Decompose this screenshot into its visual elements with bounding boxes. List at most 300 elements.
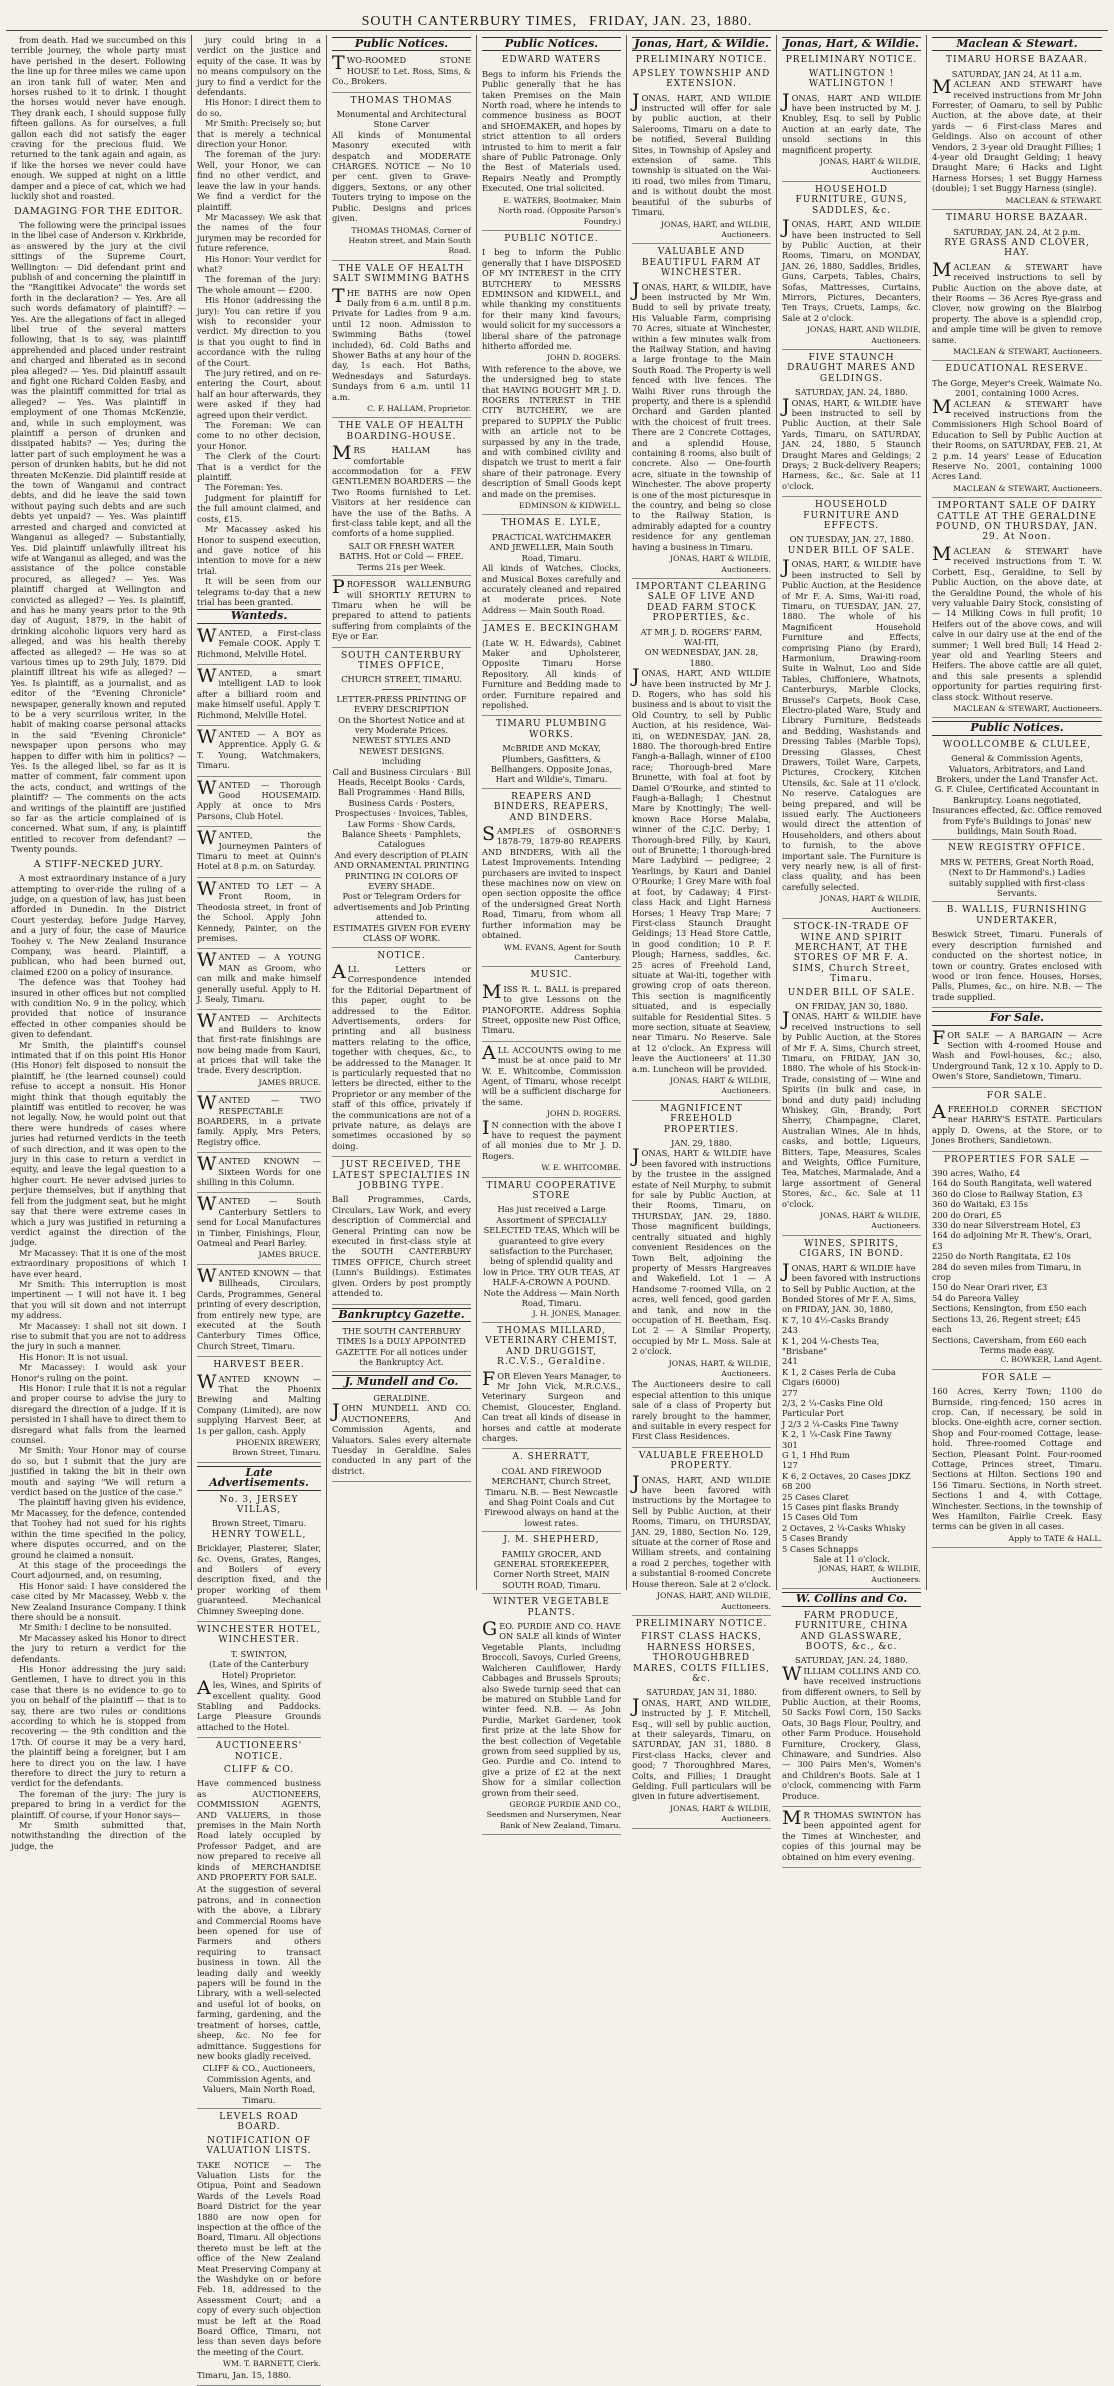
list-item: 390 acres, Waiho, £4 bbox=[932, 1168, 1021, 1178]
section-banner-public-notices: Public Notices. bbox=[932, 721, 1102, 735]
list-item: 15 Cases Old Tom bbox=[782, 1512, 858, 1523]
classified-ad bbox=[197, 827, 321, 878]
classified-ad bbox=[482, 1597, 621, 1835]
ad-text: WANTED TO LET — A Front Room, in Theodosia street, in front of the School. Apply John Kennedy, Painter, on the premises. bbox=[197, 877, 321, 943]
list-item: 360 do Close to Railway Station, £3 bbox=[932, 1188, 1083, 1199]
ad-text: MRS W. PETERS, Great North Road, (Next to Dr Hammond's.) Ladies suitably supplied with first-class Servants. bbox=[940, 856, 1094, 899]
ad-heading: HOUSEHOLD FURNITURE AND EFFECTS. bbox=[803, 500, 900, 532]
ad-text: JAN. 29, 1880. bbox=[671, 1138, 732, 1149]
classified-ad bbox=[197, 1360, 321, 1463]
ad-text: Terms 21s per Week. bbox=[357, 561, 446, 572]
classified-ad bbox=[482, 1326, 621, 1449]
ad-heading: NOTIFICATION OF VALUATION LISTS. bbox=[206, 2135, 312, 2157]
list-item: Sections 13, 26, Regent street; £45 each bbox=[932, 1313, 1081, 1335]
classified-ad bbox=[197, 726, 321, 777]
classified-ad bbox=[197, 664, 321, 726]
ad-text: MRS HALLAM has comfortable accommodation for a FEW GENTLEMEN BOARDERS — the Two Rooms furnished to Let. Visitors at her residence can have the use of the Baths. A first-class table kept, and all the comforts of a home supplied. bbox=[332, 442, 471, 539]
ad-signature: JONAS, HART & WILDIE, Auctioneers. bbox=[669, 554, 771, 574]
ad-heading: RYE GRASS AND CLOVER, HAY. bbox=[944, 237, 1090, 259]
ad-heading: B. WALLIS, FURNISHING UNDERTAKER, bbox=[946, 905, 1088, 926]
list-item: 284 do seven miles from Timaru, in crop bbox=[932, 1261, 1082, 1283]
list-item: 127 bbox=[782, 1460, 798, 1471]
ad-text: THE SOUTH CANTERBURY TIMES Is a DULY APPOINTED GAZETTE For all notices under the Bankruptcy Act. bbox=[335, 1325, 468, 1368]
ad-text: WANTED, a smart intelligent LAD to look after a billiard room and make himself useful. Apply T. Richmond, Melville Hotel. bbox=[197, 664, 321, 720]
classified-ad bbox=[782, 1807, 921, 1868]
classified-ad bbox=[332, 951, 471, 1158]
ad-text: On the Shortest Notice and at very Moderate Prices. bbox=[338, 714, 465, 735]
article-paragraph: The plaintiff having given his evidence, Mr Macassey, for the defence, contended that Toohey had not sued for his rights within the time specified in the policy, where disputes occurred, and on the ground he claimed a nonsuit. bbox=[11, 1497, 186, 1560]
ad-signature: W. E. WHITCOMBE. bbox=[541, 1163, 621, 1173]
ad-signature: MACLEAN & STEWART, Auctioneers. bbox=[953, 703, 1102, 713]
ad-text: ON FRIDAY, JAN 30, 1880. bbox=[795, 1000, 908, 1011]
ad-heading: PRELIMINARY NOTICE. bbox=[635, 1618, 768, 1629]
ad-text: (Late W. H. Edwards), Cabinet Maker and Upholsterer, Opposite Timaru Horse Repository. All kinds of Furniture and Bedding made to order. Furniture repaired and repolished. bbox=[482, 637, 621, 710]
ad-heading: WINCHESTER HOTEL, WINCHESTER. bbox=[197, 1625, 321, 1646]
list-item: 2 Octaves, 2 ¼-Casks Whisky bbox=[782, 1522, 906, 1533]
ad-date: Timaru, Jan. 15, 1880. bbox=[197, 2369, 292, 2380]
section-banner-public-notices: Public Notices. bbox=[482, 37, 621, 51]
ad-text: General & Commission Agents, Valuators, Arbitrators, and Land Brokers, under the Land Transfer Act. G. F. Clulee, Certificated Accountant in Bankruptcy. Loans negotiated, Insurances effected, &c. Office removed from Fyfe's Buildings to Jonas' new buildings, Main South Road. bbox=[932, 753, 1102, 837]
ad-heading: REAPERS AND BINDERS, REAPERS, AND BINDERS. bbox=[493, 791, 610, 823]
ad-heading: HOUSEHOLD FURNITURE, GUNS, SADDLES, &c. bbox=[795, 184, 908, 216]
ad-text: IN connection with the above I have to request the payment of all monies due to Mr J. D. Rogers. bbox=[482, 1116, 621, 1161]
column-7 bbox=[927, 35, 1107, 1590]
classified-ad bbox=[782, 500, 921, 919]
classified-ad bbox=[197, 949, 321, 1010]
article-paragraph: At this stage of the proceedings the Court adjourned, and, on resuming, bbox=[11, 1559, 186, 1581]
ad-text: GEO. PURDIE AND CO. HAVE ON SALE all kinds of Winter Vegetable Plants, including Broccoli, Savoys, Curled Greens, Walcheren Cauliflower, Hardy Cabbages and Brussels Sprouts; also Swede turnip seed that can be matured on Stubble Land for winter feed. N.B. — As John Purdie, Market Gardener, took first prize at the late Show for the best collection of Vegetable grown from seed supplied by us, Geo. Purdie and Co. intend to give a prize of £2 at the next Show for a similar collection grown from their seed. bbox=[482, 1618, 621, 1798]
ad-heading: FIRST CLASS HACKS, HARNESS HORSES, THOROUGHBRED MARES, COLTS FILLIES, &c. bbox=[633, 1632, 770, 1684]
ad-text: ON WEDNESDAY, JAN. 28, 1880. bbox=[644, 647, 759, 668]
ad-text: JONAS, HART, & WILDIE have been instructed to sell by Public Auction, at their Sale Yards, Timaru, on SATURDAY, JAN. 24, 1880, 5 Staunch Draught Mares and Geldings; 2 Drays; 2 Buck-delivery Reapers; Harness, &c., &c. Sale at 11 o'clock. bbox=[782, 394, 921, 491]
ad-text: Sale at 11 o'clock. bbox=[813, 1554, 890, 1565]
article-paragraph: Mr Macassey: I shall not sit down. I rise to submit that you are not to address the jury in such a manner. bbox=[11, 1320, 186, 1352]
list-item: 330 do near Silverstream Hotel, £3 bbox=[932, 1220, 1081, 1231]
ad-text: Has just received a Large Assortment of SPECIALLY SELECTED TEAS, Which will be guaranteed to give every satisfaction to the Purchaser, being of splendid quality and low in Price. TRY OUR TEAS, AT HALF-A-CROWN A POUND. Note the Address — Main North Road, Timaru. bbox=[483, 1204, 620, 1309]
ad-signature: Brown Street, Timaru. bbox=[232, 1448, 321, 1458]
ad-text: ON TUESDAY, JAN. 27, 1880. bbox=[789, 534, 914, 545]
ad-heading: CLIFF & CO. bbox=[223, 1764, 295, 1775]
column-5 bbox=[627, 35, 777, 1824]
classified-ad bbox=[932, 740, 1102, 841]
ad-heading: PUBLIC NOTICE. bbox=[504, 233, 599, 244]
list-item: 5 Cases Schnapps bbox=[782, 1543, 859, 1554]
list-item: J 2/3 2 ¼-Casks Fine Tawny bbox=[782, 1418, 899, 1429]
article-paragraph: The foreman of the jury: The whole amount — £200. bbox=[197, 274, 321, 295]
classified-ad bbox=[782, 1239, 921, 1589]
ad-text: JONAS, HART, AND WILDIE have been instructed by Mr J. D. Rogers, who has sold his business and is about to visit the Old Country, to sell by Public Auction, at his residence, Wai-iti, on WEDNESDAY, JAN. 28, 1880. The thorough-bred Entire Fangh-a-Ballagh, winner of £100 race; Thorough-bred Mare Brunette, with foal at foot by Daniel O'Rourke, and stinted to Faugh-a-Ballagh; 1 Chestnut Mare by Knottingly; The well-known Race Horse Malaba, winner of the C.J.C. Derby; 1 Thorough-bred Filly, by Kauri, out of Brunette; 1 thorough-bred Mare Ladybird — pedigree; 2 Yearlings, by Kauri and Daniel O'Rourke; 1 Grey Mare with foal at foot, by Cadaway; 4 First-class Hack and Light Harness Horses; 1 Heavy Trap Mare; 7 First-class Staunch Draught Geldings; 13 Head Store Cattle, in good condition; 10 P. F. Plough; Harness, saddles, &c. 25 acres of Freehold Land, situate at Wai-iti, together with growing crop of oats thereon. This section is magnificently situated, and is especially suitable for Residential Sites. 5 more section, situate at Seaview, near Timaru. No Reserve. Sale at 12 o'clock. An Express will leave the Auctioneers' at 11.30 a.m. Luncheon will be provided. bbox=[632, 665, 771, 1074]
article-paragraph: Mr Smith: This interruption is most impertinent — I will not have it. I beg that you will sit down and not interrupt my address. bbox=[11, 1278, 186, 1321]
ad-heading: FARM PRODUCE, FURNITURE, CHINA AND GLASSWARE, BOOTS, &c., &c. bbox=[794, 1610, 909, 1652]
ad-text: JONAS, HART, AND WILDIE have been favored with instructions by the Mortagee to Sell by Public Auction, at their Rooms, Timaru, on THURSDAY, JAN. 29, 1880, Section No. 129, situate at the corner of Rose and William streets, and containing a road 2 perches, together with a substantial 8-roomed Concrete House thereon. Sale at 2 o'clock. bbox=[632, 1471, 772, 1589]
ad-text: Bricklayer, Plasterer, Slater, &c. Ovens, Grates, Ranges, and Boilers of every description fixed, and the proper working of them guaranteed. Mechanical Chimney Sweeping done. bbox=[197, 1543, 321, 1616]
column-2 bbox=[192, 35, 327, 2380]
ad-heading: AUCTIONEERS' NOTICE. bbox=[215, 1741, 303, 1762]
list-item: 164 do adjoining Mr R. Thew's, Orari, £3 bbox=[932, 1230, 1092, 1251]
section-banner-collins: W. Collins and Co. bbox=[782, 1592, 921, 1606]
ad-text: Call and Business Circulars · Bill Heads, Receipt Books · Cards, Ball Programmes · Hand Bills, Business Cards · Posters, Prospectuses · Invoices, Tables, Law Forms · Show Cards, Balance Sheets · Pamphlets, Catalogues bbox=[332, 766, 471, 850]
ad-heading: VALUABLE FREEHOLD PROPERTY. bbox=[638, 1450, 765, 1472]
article-paragraph: The Foreman: We can come to no other decision, your Honor. bbox=[197, 420, 321, 451]
article-paragraph: A most extraordinary instance of a jury attempting to over-ride the ruling of a judge, on a question of law, has just been afforded in Dunedin. In the District Court yesterday, before Judge Harvey, and a jury of four, the case of Maurice Toohey v. The New Zealand Insurance Company, was heard. Plaintiff, a publican, who had been burned out, claimed £200 on a policy of insurance. bbox=[11, 873, 186, 977]
ad-text: SALT OR FRESH WATER BATHS. Hot or Cold — FREE. bbox=[339, 540, 464, 562]
ad-heading: THOMAS E. LYLE, bbox=[501, 518, 602, 529]
ad-text: SATURDAY, JAN. 24, At 2 p.m. bbox=[953, 226, 1081, 237]
list-item: G 1, 1 Hhd Rum bbox=[782, 1450, 850, 1460]
article-paragraph: Mr Smith: Precisely so; but that is merely a technical direction your Honor. bbox=[197, 118, 321, 150]
ad-text: AT MR J. D. ROGERS' FARM, WAI-ITI, bbox=[640, 626, 763, 647]
ad-text: JONAS, HART, AND WILDIE, instructed by J. F. Mitchell, Esq., will sell by public auction, at their saleyards, Timaru, on SATURDAY, JAN 31, 1880. 8 First-class Hacks, clever and good; 7 Thoroughbred Mares, Colts, and Fillies; 1 Draught Gelding. Full particulars will be given in future advertisement. bbox=[632, 1694, 771, 1802]
ad-text: JONAS, HART, & WILDIE, have been instructed by Mr Wm. Budd to sell by private treaty, His Valuable Farm, comprising 70 Acres, situate at Winchester, within a few minutes walk from the Railway Station, and having a large frontage to the Main South Road. The Property is well fenced with live fences. The Waihi River runs through the property, and there is a splendid Orchard and Garden planted with the choicest of fruit trees. There are 2 Concrete Cottages, and a splendid House, containing 8 rooms, also built of concrete. Also — One-fourth acre, situate in the township of Winchester. The above property is one of the most picturesque in the country, and being so close to the Railway Station, is admirably adapted for a country residence for any gentleman having a business in Timaru. bbox=[632, 278, 771, 552]
ad-text: Ales, Wines, and Spirits of excellent quality. Good Stabling and Paddocks. Large Pleasure Grounds attached to the Hotel. bbox=[197, 1677, 321, 1732]
ad-heading: THOMAS THOMAS bbox=[350, 95, 453, 106]
ad-text: PRACTICAL WATCHMAKER AND JEWELLER, Main South Road, Timaru. bbox=[489, 531, 614, 563]
ad-text: ESTIMATES GIVEN FOR EVERY CLASS OF WORK. bbox=[332, 922, 471, 944]
ad-heading: FOR SALE — bbox=[981, 1372, 1053, 1383]
section-banner-jonas-hart-wildie: Jonas, Hart, & Wildie. bbox=[632, 37, 771, 51]
section-banner-public-notices: Public Notices. bbox=[332, 37, 471, 51]
ad-text: FOR Eleven Years Manager, to Mr John Vick, M.R.C.V.S., Veterinary Surgeon and Chemist, Gloucester, England. Can treat all kinds of disease in horses and cattle at moderate charges. bbox=[482, 1367, 621, 1443]
list-item: 5 Cases Brandy bbox=[782, 1533, 848, 1544]
ad-heading: J. M. SHEPHERD, bbox=[503, 1535, 600, 1546]
article-paragraph: Mr Smith: I decline to be nonsuited. bbox=[19, 1622, 172, 1633]
ad-heading: MUSIC. bbox=[530, 970, 573, 981]
ad-text: SATURDAY, JAN 24, At 11 a.m. bbox=[951, 68, 1083, 79]
list-item: 360 do Waitaki, £3 15s bbox=[932, 1199, 1029, 1210]
ad-text: All kinds of Monumental Masonry executed with despatch and MODERATE CHARGES. NOTICE — No 10 per cent. given to Grave-diggers, Sextons, or any other Touters trying to impose on the Public. Designs and prices given. bbox=[332, 129, 471, 224]
ad-heading: FIVE STAUNCH DRAUGHT MARES AND GELDINGS. bbox=[787, 352, 916, 384]
section-banner-wanteds: Wanteds. bbox=[197, 609, 321, 623]
ad-heading: THOMAS MILLARD, VETERINARY CHEMIST, AND DRUGGIST, R.C.V.S., Geraldine. bbox=[485, 1325, 618, 1368]
classified-ad bbox=[197, 877, 321, 949]
article-paragraph: His Honor: I rule that it is not a regular and proper course to advise the jury to disregard the direction of a judge. If it is persisted in I shall have to direct them to disregard what falls from the learned counsel. bbox=[11, 1383, 186, 1446]
classified-ad bbox=[632, 247, 771, 579]
ad-signature: JONAS, HART & WILDIE, Auctioneers. bbox=[669, 1076, 771, 1096]
classified-ad bbox=[482, 1041, 621, 1178]
ad-heading: WOOLLCOMBE & CLULEE, bbox=[942, 739, 1092, 750]
classified-ad bbox=[482, 624, 621, 716]
classified-ad bbox=[197, 1193, 321, 1264]
ad-text: Terms made easy. bbox=[979, 1344, 1055, 1355]
list-item: 164 do South Rangitata, well watered bbox=[932, 1178, 1092, 1189]
masthead-date: FRIDAY, JAN. 23, 1880. bbox=[589, 14, 753, 29]
list-item: K 1, 2 Cases Perla de Cuba Cigars (6000) bbox=[782, 1366, 896, 1388]
classified-ad bbox=[632, 55, 771, 244]
ad-text: WANTED KNOWN — that Billheads, Circulars, Cards, Programmes, General printing of every description, from entirely new type, are executed at the South Canterbury Times Office, Church Street, Timaru. bbox=[197, 1264, 321, 1351]
ad-signature: C. F. HALLAM, Proprietor. bbox=[367, 404, 471, 413]
article-paragraph: Judgment for plaintiff for the full amount claimed, and costs, £15. bbox=[197, 492, 321, 524]
ad-text: And every description of PLAIN AND ORNAMENTAL PRINTING bbox=[334, 849, 469, 871]
ad-text: JOHN MUNDELL AND CO. AUCTIONEERS, And Commission Agents, and Valuators. Sales every alternate Tuesday in Geraldine. Sales conducted in any part of the district. bbox=[332, 1400, 471, 1476]
list-item: 200 do Orari, £5 bbox=[932, 1209, 1002, 1220]
ad-text: T. SWINTON, bbox=[230, 1648, 288, 1659]
ad-heading: WINTER VEGETABLE PLANTS. bbox=[493, 1597, 610, 1618]
ad-text: JONAS, HART, AND WILDIE instructed will offer for sale by public auction, at their Salerooms, Timaru on a date to be notified, Several Building Sites, in Township of Apsley and extension of same. This township is situated on the Wai-iti road, two miles from Timaru, and is without doubt the most beautiful of the suburbs of Timaru. bbox=[632, 89, 771, 218]
article-paragraph: Mr Smith: Your Honor may of course do so, but I submit that the jury are justified in taking the bit in their own mouth and saying "We will return a verdict based on the justice of the case." bbox=[11, 1445, 186, 1498]
ad-text: MISS R. L. BALL is prepared to give Lessons on the PIANOFORTE. Address Sophia Street, opposite new Post Office, Timaru. bbox=[482, 980, 621, 1036]
classified-ad bbox=[782, 185, 921, 350]
article-paragraph: His Honor: It is not usual. bbox=[19, 1351, 129, 1362]
classified-ad bbox=[197, 776, 321, 828]
list-item: 243 bbox=[782, 1325, 798, 1336]
ad-text: CLIFF & CO., Auctioneers, Commission Agents, and Valuers, Main North Road, Timaru. bbox=[202, 2063, 316, 2105]
article-paragraph: Mr Macassey: I would ask your Honor's ruling on the point. bbox=[11, 1362, 186, 1383]
list-item: 54 do Pareora Valley bbox=[932, 1292, 1019, 1303]
ad-text: JONAS, HART AND WILDIE have been instructed by M. J. Knubley, Esq. to sell by Public Auction at an early date, The unsold sections in this magnificent property. bbox=[782, 89, 921, 155]
ad-signature: JOHN D. ROGERS. bbox=[546, 353, 621, 363]
classified-ad bbox=[332, 52, 471, 92]
ad-text: MACLEAN & STEWART have received instructions from the Commissioners High School Board of Education to Sell by Public Auction at their Rooms, on SATURDAY, FEB. 21, At 2 p.m. 14 years' Lease of Education Reserve No. 2001, containing 1000 Acres Land. bbox=[932, 395, 1102, 482]
ad-heading: FOR SALE. bbox=[986, 1090, 1048, 1101]
classified-ad bbox=[482, 970, 621, 1041]
ad-text: JONAS, HART, & WILDIE have been instructed to Sell by Public Auction, at the Residence of Mr F. A. Sims, Wai-iti road, Timaru, on TUESDAY, JAN. 27, 1880. The whole of his Magnificent Household Furniture and Effects, comprising Piano (by Erard), Harmonium, Drawing-room Suite in Walnut, Loo and Side Tables, Chiffoniere, Whatnots, Canterburys, Marble Clocks, Brussel's Carpets, Book Case, Electro-plated Ware, Study and Library Furniture, Bedsteads and Bedding, Washstands and Dressing Tables (Marble Tops), Dressing Glasses, Chest Drawers, Toilet Ware, Carpets, Pictures, Crockery, Kitchen Utensils, &c. Sale at 11 o'clock. No reserve. Catalogues are being prepared, and will be issued early. The Auctioneers would direct the attention of Householders, and others about to furnish, to the above important sale. The Furniture is very nearly new, is all of first-class quality, and has been carefully selected. bbox=[782, 556, 921, 892]
ad-signature: JONAS, HART, & WILDIE, Auctioneers. bbox=[818, 1564, 921, 1584]
article-headline: A STIFF-NECKED JURY. bbox=[33, 858, 164, 870]
ad-signature: MACLEAN & STEWART, Auctioneers. bbox=[953, 346, 1102, 356]
ad-text: Begs to inform his Friends the Public generally that he has taken Premises on the Main North road, where he intends to commence business as BOOT and SHOEMAKER, and hopes by strict attention to all orders intrusted to him to merit a fair share of Public Patronage. Only the Best of Materials used. Repairs Neatly and Promptly Executed. One trial solicited. bbox=[482, 68, 621, 194]
ad-text: All kinds of Watches, Clocks, and Musical Boxes carefully and accurately cleaned and repaired at moderate prices. Note Address — Main South Road. bbox=[482, 563, 621, 615]
article-paragraph: His Honor said: I have considered the case cited by Mr Macassey, Webb v. the New Zealand Insurance Company. I think there should be a nonsuit. bbox=[11, 1580, 186, 1622]
ad-heading: LEVELS ROAD BOARD. bbox=[219, 2111, 299, 2133]
ad-signature: JONAS, HART, & WILDIE, Auctioneers. bbox=[668, 1358, 771, 1378]
classified-ad bbox=[932, 213, 1102, 361]
article-paragraph: The following were the principal issues in the libel case of Anderson v. Kirkbride, as answered by the jury at the civil sittings of the Supreme Court, Wellington: — Did defendant print and publish of and concerning the plaintiff in the "Rangitikei Advocate" the words set forth in the declaration? — Yes. Are all such words defamatory of plaintiff? — Yes. Are the allegations of fact in alleged libel true of the several matters following, that is to say, was plaintiff apprehended and placed under restraint and charged and liberated as in second plea alleged? — Yes. Did plaintiff assault and fight one Richard Colden Easby, and was the plaintiff committed for trial as alleged? — Yes. Was plaintiff in employment of one Thomas McKenzie, and, while in such employment, was plaintiff a person of drunken and dissipated habits? — Yes; during the latter part of such employment he was a person of drunken habits, but he did not threaten McKenzie. Did plaintiff reside at the town of Wanganui and contract debts, and did he leave the said town without paying such debts and are such debts yet unpaid? — Yes. Was plaintiff arrested and charged and convicted at Wanganui as alleged? — Substantially, Yes. Did plaintiff unlawfully illtreat his wife at Wanganui as alleged, and was the assistance of the police constable procured, as alleged? — Yes. Was plaintiff charged at Wellington and convicted as alleged? — Yes. Is plaintiff, and has he many years prior to the 9th day of August, 1879, in the habit of drinking alcoholic liquors very hard as alleged, and was his health thereby affected as alleged? — He was so at various times up to 29th July, 1879. Did plaintiff illtreat his wife as alleged? — Yes. Is plaintiff, as a journalist, and as editor of the "Evening Chronicle" newspaper, generally known and reputed to be a very scurrilous writer, in the habit of making coarse personal attacks in the said "Evening Chronicle" newspaper upon persons who may happen to differ with him in politics? — Yes. Is the alleged libel, so far as it is matter of comment, fair comment upon the acts, conduct, and writings of the plaintiff? — The comments on the acts and writings of the plaintiff are justified so far as the article complained of is concerned. What sum, if any, is plaintiff entitled to recover from defendant? — Twenty pounds. bbox=[11, 219, 186, 855]
ad-signature: JONAS, HART & WILDIE, Auctioneers. bbox=[669, 1803, 771, 1824]
column-6 bbox=[777, 35, 927, 1862]
ad-heading: NOTICE. bbox=[377, 950, 426, 961]
ad-heading: HARVEST BEER. bbox=[213, 1360, 305, 1371]
section-banner-mundell: J. Mundell and Co. bbox=[332, 1375, 471, 1389]
ad-heading: WINES, SPIRITS, CIGARS, IN BOND. bbox=[799, 1238, 904, 1260]
ad-signature: JONAS, HART & WILDIE, Auctioneers. bbox=[819, 1211, 921, 1231]
classified-ad bbox=[482, 1181, 621, 1323]
ad-heading: No. 3, JERSEY VILLAS, bbox=[219, 1494, 299, 1515]
section-banner-for-sale: For Sale. bbox=[932, 1011, 1102, 1025]
ad-text: With reference to the above, we the undersigned beg to state that HAVING BOUGHT MR J. D. ROGERS INTEREST in THE CITY BUTCHERY, we are prepared to SUPPLY the Public with an article not to be surpassed by any in the trade, and with combined civility and dispatch we trust to merit a fair share of their patronage. Every description of Small Goods kept and made on the premises. bbox=[482, 363, 621, 499]
classified-ad bbox=[632, 1451, 771, 1616]
ad-text: THE BATHS are now Open Daily from 6 a.m. until 8 p.m. Private for Ladies from 9 a.m. until 12 noon. Admission to Swimming Baths (towel included), 6d. Cold Baths and Shower Baths at any hour of the day, 1s each. Hot Baths, Wednesdays and Saturdays. Sundays from 6 a.m. until 11 a.m. bbox=[332, 284, 471, 402]
ad-signature: GEORGE PURDIE AND CO., Seedsmen and Nurserymen, Near Bank of New Zealand, Timaru. bbox=[486, 1799, 621, 1830]
classified-ad bbox=[197, 1625, 321, 1738]
ad-signature: JAMES BRUCE. bbox=[258, 1250, 321, 1260]
ad-text: Beswick Street, Timaru. Funerals of every description furnished and conducted on the shortest notice, in town or country. Grates enclosed with wood or iron fence. Houses, Horses, Palls, Plumes, &c., on hire. N.B. — The trade supplied. bbox=[932, 929, 1102, 1002]
section-banner-late-ads: Late Advertisements. bbox=[197, 1466, 321, 1491]
ad-heading: TIMARU PLUMBING WORKS. bbox=[495, 719, 608, 740]
masthead bbox=[6, 4, 1108, 31]
ad-text: SAMPLES of OSBORNE'S 1878-79, 1879-80 REAPERS AND BINDERS, With all the Latest Improvements. Intending purchasers are invited to inspect these machines now on view on open section opposite the office of the undersigned Great North Road, Timaru, from whom all further information may be obtained. bbox=[482, 823, 622, 941]
classified-ad bbox=[932, 364, 1102, 498]
ad-heading: PRELIMINARY NOTICE. bbox=[785, 55, 918, 66]
ad-text: Ball Programmes, Cards, Circulars, Law Work, and every description of Commercial and General Printing can now be executed in first-class style at the SOUTH CANTERBURY TIMES OFFICE, Church street (Lunn's Buildings). Estimates given. Orders by post promptly attended to. bbox=[332, 1194, 471, 1299]
classified-ad bbox=[482, 518, 621, 621]
ad-text: WANTED — Architects and Builders to know that first-rate finishings are now being made from Kauri, at prices that will take the trade. Every description. bbox=[197, 1010, 321, 1076]
list-item: Sections, Kensington, from £50 each bbox=[932, 1303, 1087, 1314]
ad-heading: JUST RECEIVED, THE LATEST SPECIALTIES IN JOBBING TYPE. bbox=[332, 1160, 471, 1192]
article-paragraph: from death. Had we succumbed on this terrible journey, the whole party must have perished in the desert. Following the line up for three miles we came upon an iron tank full of water. Men and horses rushed to it to drink. I thought the horses would never have enough. They drank each, I should suppose fully fifteen gallons. As for ourselves, a full gallon each did not satisfy the eager craving for the precious fluid. We returned to the tank again and again, as if like the horses we never could have enough. We supped at night on a little damper and a piece of cat, which we had luckily shot and roasted. bbox=[11, 35, 186, 202]
ad-text: The Auctioneers desire to call especial attention to this unique sale of a class of Property but rarely brought to the hammer, and suitable in every respect for First Class Residences. bbox=[632, 1379, 771, 1442]
classified-ad bbox=[782, 353, 921, 497]
section-banner-bankruptcy: Bankruptcy Gazette. bbox=[332, 1308, 471, 1322]
ad-signature: PHOENIX BREWERY, bbox=[235, 1437, 321, 1447]
list-item: 150 do Near Orari river, £3 bbox=[932, 1282, 1048, 1293]
ad-text: WANTED — Thorough Good HOUSEMAID. Apply at once to Mrs Parsons, Club Hotel. bbox=[197, 776, 321, 821]
list-item: 277 bbox=[782, 1387, 798, 1398]
ad-text: PRINTING IN COLORS OF EVERY SHADE. bbox=[344, 870, 459, 892]
ad-text: MR THOMAS SWINTON has been appointed agent for the Times at Winchester, and copies of this journal may be obtained on him every evening. bbox=[782, 1807, 921, 1862]
ad-heading: JAMES E. BECKINGHAM bbox=[483, 624, 620, 635]
classified-ad bbox=[332, 651, 471, 948]
ad-heading: EDWARD WATERS bbox=[501, 55, 602, 66]
classified-ad bbox=[332, 576, 471, 647]
ad-signature: EDMINSON & KIDWELL. bbox=[519, 501, 621, 511]
ad-text: SATURDAY, JAN. 24, 1880. bbox=[795, 1655, 908, 1666]
ad-heading: VALUABLE AND BEAUTIFUL FARM AT WINCHESTER. bbox=[641, 247, 762, 279]
ad-signature: JONAS, HART, and WILDIE, Auctioneers. bbox=[660, 219, 771, 239]
ad-text: JONAS, HART, AND WILDIE have been instructed to Sell by Public Auction, at their Rooms, Timaru, on MONDAY, JAN. 26, 1880, Saddles, Bridles, Guns, Carpets, Tables, Chairs, Sofas, Mattresses, Curtains, Mirrors, Pictures, Decanters, Ten Trays, Cruets, Lamps, &c. Sale at 2 o'clock. bbox=[782, 216, 921, 323]
classified-ad bbox=[482, 234, 621, 516]
ad-text: PROFESSOR WALLENBURG will SHORTLY RETURN to Timaru when he will be prepared to attend to patients suffering from complaints of the Eye or Ear. bbox=[332, 576, 471, 642]
ad-signature: WM. T. BARNETT, Clerk. bbox=[222, 2359, 321, 2369]
ad-signature: THOMAS THOMAS, Corner of Heaton street, and Main South Road. bbox=[348, 225, 471, 256]
column-1 bbox=[6, 35, 192, 1851]
article-paragraph: The foreman of the jury: The jury is prepared to bring in a verdict for the plaintiff. Of course, if your Honor says— bbox=[11, 1788, 186, 1820]
ad-heading: EDUCATIONAL RESERVE. bbox=[945, 364, 1089, 375]
ad-heading: MAGNIFICENT FREEHOLD PROPERTIES. bbox=[660, 1103, 743, 1135]
classified-ad bbox=[332, 264, 471, 419]
classified-ad bbox=[932, 1091, 1102, 1152]
ad-text: Brown Street, Timaru. bbox=[211, 1518, 307, 1529]
ad-heading: THE VALE OF HEALTH SALT SWIMMING BATHS bbox=[332, 263, 471, 285]
ad-signature: C. BOWKER, Land Agent. bbox=[1000, 1355, 1102, 1365]
ad-text: WANTED, a First-class Female COOK. Apply T. Richmond, Melville Hotel. bbox=[197, 624, 321, 659]
classified-ad bbox=[482, 1535, 621, 1594]
ad-text: WILLIAM COLLINS AND CO. have received instructions from different owners, to Sell by Public Auction, at their Rooms, 50 Sacks Fowl Corn, 150 Sacks Oats, 30 Bags Flour, Poultry, and other Farm Produce. Household Furniture, Crockery, Glass, Chinaware, and Sundries. Also — 300 Pairs Men's, Women's and Children's Boots. Sale at 1 o'clock, commencing with Farm Produce. bbox=[782, 1662, 921, 1801]
ad-text: MACLEAN AND STEWART have received instructions from Mr John Forrester, of Oamaru, to sell by Public Auction, at the above date, at their yards — 6 First-class Mares and Geldings. Also on account of other Vendors, 2 3-year old Draught Fillies; 1 4-year old Draught Gelding; 1 heavy Draught Mare; 6 Hacks and Light Harness Horses; 1 set Buggy Harness (double); 1 set Buggy Harness (single). bbox=[932, 76, 1102, 194]
column-4 bbox=[477, 35, 627, 1830]
ad-heading: TIMARU HORSE BAZAAR. bbox=[945, 213, 1089, 224]
list-item: K 2, 1 ¼-Cask Fine Tawny bbox=[782, 1429, 892, 1440]
ad-signature: E. WATERS, Bootmaker, Main North road. (Opposite Parson's Foundry.) bbox=[498, 195, 621, 226]
article-paragraph: His Honor: I direct them to do so. bbox=[197, 97, 321, 118]
ad-text: JONAS, HART & WILDIE have been favored with instructions to Sell by Public Auction, at the Bonded Stores of Mr F. A. Sims, on FRIDAY, JAN. 30, 1880, bbox=[782, 1259, 921, 1315]
ad-signature: MACLEAN & STEWART. bbox=[1005, 195, 1102, 205]
ad-text: Have commenced business as AUCTIONEERS, COMMISSION AGENTS, AND VALUERS, in those premises in the Main North Road lately occupied by Professor Padget, and are now prepared to receive all kinds of MERCHANDISE AND PROPERTY FOR SALE. bbox=[197, 1778, 321, 1882]
ad-text: FOR SALE — A BARGAIN — Acre Section with 4-roomed House and Wash and Fowl-houses, &c.; also, Underground Tank, 12 x 10. Apply to D. Owen's Store, Sandietown, Timaru. bbox=[932, 1026, 1102, 1082]
classified-ad bbox=[197, 2112, 321, 2386]
article-paragraph: The Foreman: Yes. bbox=[205, 482, 283, 493]
classified-ad bbox=[482, 719, 621, 788]
list-item: K 7, 10 4½-Casks Brandy bbox=[782, 1314, 889, 1325]
classified-ad bbox=[332, 96, 471, 261]
classified-ad bbox=[332, 421, 471, 576]
classified-ad bbox=[197, 1495, 321, 1622]
ad-signature: JAMES BRUCE. bbox=[258, 1077, 321, 1087]
ad-heading: PROPERTIES FOR SALE — bbox=[944, 1154, 1090, 1165]
ad-text: TAKE NOTICE — The Valuation Lists for the Otipua, Point and Seadown Wards of the Levels Road Board District for the year 1880 are now open for inspection at the office of the Board, Timaru. All objections thereto must be left at the office of the New Zealand Meat Preserving Company at the Washdyke on or before Feb. 18, addressed to the Assessment Court; and a copy of every such objection must be left at the Road Board Office, Timaru, not less than seven days before the meeting of the Court. bbox=[197, 2159, 321, 2357]
classified-ad bbox=[197, 1153, 321, 1193]
ad-heading: A. SHERRATT, bbox=[512, 1452, 591, 1463]
classified-ad bbox=[197, 1092, 321, 1153]
classified-ad bbox=[332, 1326, 471, 1372]
article-paragraph: Mr Macassey: That it is one of the most extraordinary propositions of which I have ever heard. bbox=[11, 1247, 186, 1279]
classified-ad bbox=[932, 1155, 1102, 1370]
ad-text: FAMILY GROCER, AND GENERAL STOREKEEPER, Corner North Street, MAIN SOUTH ROAD, Timaru. bbox=[493, 1548, 610, 1590]
ad-text: WANTED, the Journeymen Painters of Timaru to meet at Quinn's Hotel at 8 p.m. on Saturday. bbox=[197, 827, 321, 872]
article-paragraph: Mr Smith submitted that, notwithstanding the direction of the judge, the bbox=[11, 1820, 186, 1851]
classified-ad bbox=[197, 624, 321, 665]
article-paragraph: His Honor: Your verdict for what? bbox=[197, 253, 321, 274]
ad-text: At the suggestion of several patrons, and in connection with the above, a Library and Commercial Rooms have been opened for use of Farmers and others requiring to transact business in town. All the leading daily and weekly papers will be found in the Library, with a well-selected and useful lot of books, on farming, gardening, and the treatment of horses, cattle, sheep, &c. No fee for admittance. Suggestions for new books gladly received. bbox=[197, 1884, 321, 2061]
columns bbox=[6, 35, 1108, 2380]
list-item: Sections, Caversham, from £60 each bbox=[932, 1334, 1087, 1345]
ad-signature: JONAS, HART & WILDIE, Auctioneers. bbox=[819, 894, 921, 914]
list-item: 25 Cases Claret bbox=[782, 1491, 849, 1502]
article-paragraph: Mr Smith, the plaintiff's counsel intimated that if on this point His Honor (His Honor) felt disposed to nonsuit the plaintiff, he (the learned counsel) could refuse to accept a nonsuit. His Honor might think that though equitably the plaintiff was entitled to recover, he was not legally. Now, he would point out that there were hundreds of cases where juries had returned verdicts in the teeth of such direction, and it was open to the jury in this case to return a verdict in equity, and leave the legal question to a higher court. He never advised juries to perjure themselves, but if anything that fell from the judgment seat, but he might say that there were extreme cases in which a jury was justified in returning a verdict against the direction of the judge. bbox=[11, 1039, 186, 1248]
ad-text: 160 Acres, Kerry Town; 1100 do Burnside, ring-fenced; 150 acres in crop. Can, if necessary, be sold in blocks. One-eighth acre, corner section. Shop and Four-roomed Cottage, lease-hold. Three-roomed Cottage and Section, Pleasant Point. Four-roomed Cottage, Princes street, Timaru. Sections at Hilton. Sections 190 and 156 Timaru. Sections, in North street. Sections 1 and 4, with Cottage, Winchester. Sections, in the township of Wes Hamilton, Fairlie Creek. Easy terms can be given in all cases. bbox=[932, 1386, 1102, 1532]
ad-heading: APSLEY TOWNSHIP AND EXTENSION. bbox=[632, 68, 771, 90]
ad-text: McBRIDE AND McKAY, Plumbers, Gasfitters, & Bellhangers. Opposite Jonas, Hart and Wildie's, Timaru. bbox=[490, 743, 613, 785]
list-item: K 6, 2 Octaves, 20 Cases JDKZ bbox=[782, 1470, 911, 1481]
list-item: 241 bbox=[782, 1356, 798, 1367]
classified-ad bbox=[932, 843, 1102, 902]
ad-text: Monumental and Architectural Stone Carver bbox=[336, 109, 467, 130]
classified-ad bbox=[782, 1611, 921, 1807]
article-paragraph: Mr Macassey asked his Honor to direct the jury to return a verdict for the defendants. bbox=[11, 1632, 186, 1664]
list-item: 2/3, 2 ¼-Casks Fine Old Particular Port bbox=[782, 1397, 883, 1419]
ad-signature: JONAS, HART & WILDIE, Auctioneers. bbox=[819, 157, 921, 177]
classified-ad bbox=[632, 582, 771, 1101]
divider bbox=[382, 689, 422, 690]
ad-text: CHURCH STREET, TIMARU. bbox=[341, 674, 462, 685]
ad-heading: TIMARU HORSE BAZAAR. bbox=[945, 55, 1089, 66]
ad-signature: JONAS, HART, AND WILDIE, Auctioneers. bbox=[806, 325, 921, 345]
ad-signature: JOHN D. ROGERS. bbox=[546, 1109, 621, 1119]
article-continuation bbox=[197, 35, 321, 607]
ad-text: WANTED KNOWN — That the Phoenix Brewing and Malting Company (Limited), are now supplying Harvest Beer, at 1s per gallon, cash. Apply bbox=[197, 1370, 321, 1436]
ad-signature: WM. EVANS, Agent for South Canterbury. bbox=[503, 942, 621, 962]
article-paragraph: The Clerk of the Court: That is a verdict for the plaintiff. bbox=[197, 451, 321, 483]
column-3 bbox=[327, 35, 477, 1590]
ad-text: GERALDINE. bbox=[373, 1392, 430, 1403]
article-paragraph: The jury retired, and on re-entering the Court, about half an hour afterwards, they were asked if they had agreed upon their verdict. bbox=[197, 368, 321, 420]
classified-ad bbox=[932, 501, 1102, 718]
ad-text: I beg to inform the Public generally that I have DISPOSED OF MY INTEREST in the CITY BUTCHERY to MESSRS EDMINSON and KIDWELL, and while thanking my constituents for their many kind favours, would solicit for my successors a liberal share of the patronage hitherto afforded me. bbox=[482, 247, 621, 351]
list-item: 301 bbox=[782, 1439, 798, 1450]
ad-text: SATURDAY, JAN. 24, 1880. bbox=[795, 387, 908, 398]
classified-ad bbox=[332, 1393, 471, 1482]
ad-text: SATURDAY, JAN 31, 1880. bbox=[646, 1687, 757, 1698]
list-item: 15 Cases pint flasks Brandy bbox=[782, 1502, 899, 1513]
masthead-title: SOUTH CANTERBURY TIMES, bbox=[361, 14, 578, 29]
ad-text: LETTER-PRESS PRINTING OF EVERY DESCRIPTION bbox=[336, 693, 467, 715]
article-paragraph: The foreman of the jury: Well, your Honor, we can find no other verdict, and leave the law in your hands. We find a verdict for the plaintiff. bbox=[197, 149, 321, 212]
classified-ad bbox=[197, 1010, 321, 1092]
classified-ad bbox=[482, 55, 621, 231]
classified-ad bbox=[782, 55, 921, 181]
ad-heading: PRELIMINARY NOTICE. bbox=[635, 55, 768, 66]
article-paragraph: His Honor (addressing the jury): You can retire if you wish to reconsider your verdict. My direction to you is that you ought to find in accordance with the ruling of the Court. bbox=[197, 295, 321, 368]
ad-text: WANTED — TWO RESPECTABLE BOARDERS, in a private family. Apply, Mrs Peters, Registry office. bbox=[197, 1092, 321, 1147]
classified-ad bbox=[782, 922, 921, 1236]
article-paragraph: Mr Macassey asked his Honor to suspend execution, and gave notice of his intention to move for a new trial. bbox=[197, 524, 321, 576]
classified-ad bbox=[932, 905, 1102, 1008]
ad-text: MACLEAN & STEWART have received instructions from T. W. Corbett, Esq., Geraldine, to Sell by Public Auction, on the above date, at the Geraldine Pound, the whole of his very valuable Dairy Stock, consisting of — 14 Milking Cows in full profit; 10 Heifers out of the above cows, and will calve in our dairy use at the end of the summer; 1 Well bred Bull; 14 Head 2-year old and Yearling Steers and Heifers. The above cattle are all quiet, and this sale presents a splendid opportunity for parties requiring first-class stock. Without reserve. bbox=[932, 542, 1102, 702]
ad-heading: TIMARU COOPERATIVE STORE bbox=[486, 1180, 617, 1202]
article-headline: DAMAGING FOR THE EDITOR. bbox=[14, 205, 183, 217]
article-paragraph: jury could bring in a verdict on the justice and equity of the case. It was by no means compulsory on the jury to find a verdict for the defendants. bbox=[197, 35, 321, 98]
classified-ad bbox=[482, 792, 621, 968]
ad-text: Post or Telegram Orders for advertisements and Job Printing attended to. bbox=[333, 891, 470, 923]
